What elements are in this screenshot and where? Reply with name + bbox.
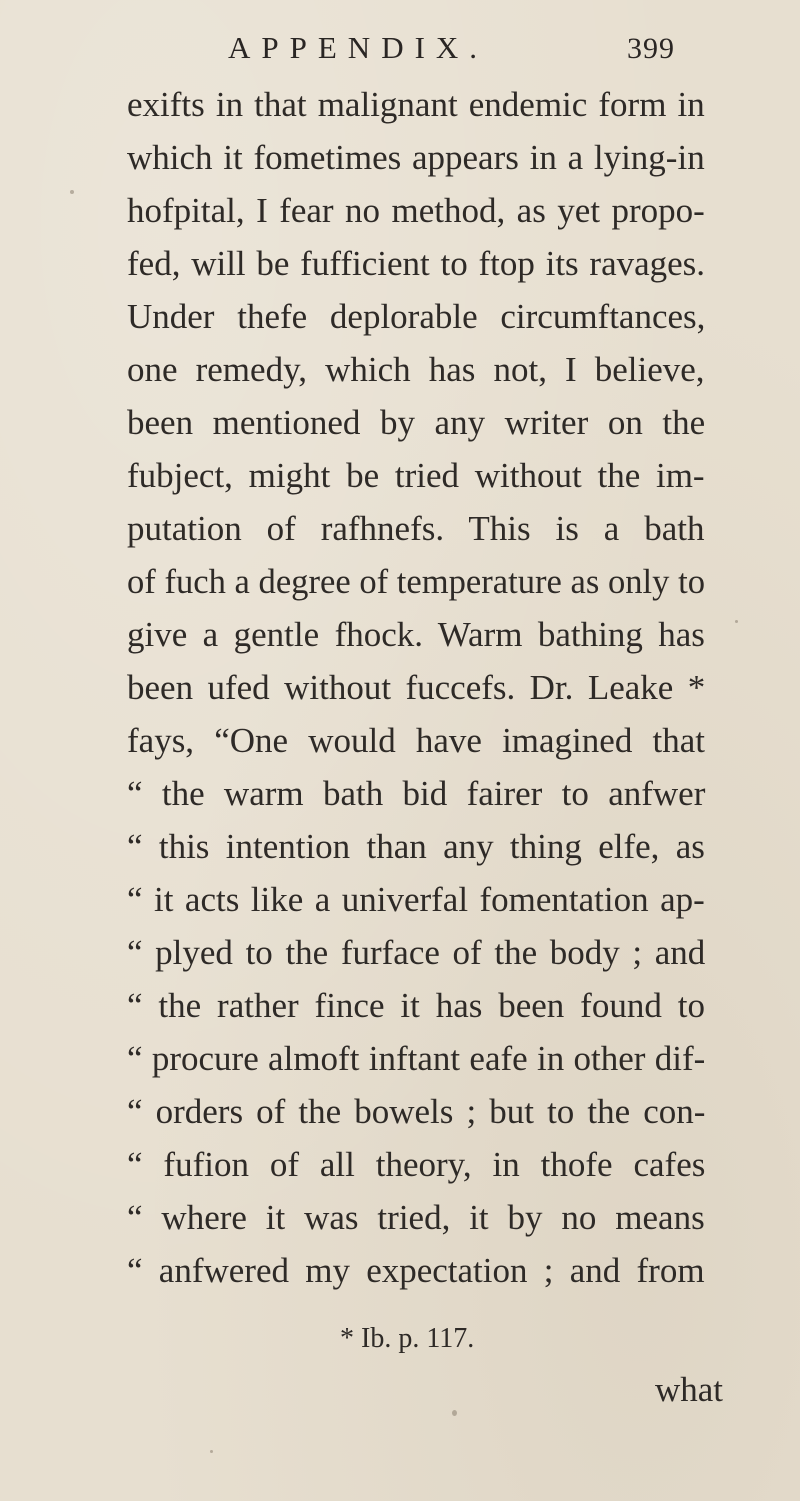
text-line: “ the rather fince it has been found to bbox=[127, 986, 705, 1025]
text-line: which it fometimes appears in a lying-in bbox=[127, 138, 705, 177]
text-line: give a gentle fhock. Warm bathing has bbox=[127, 615, 705, 654]
text-line: fays, “One would have imagined that bbox=[127, 721, 705, 760]
text-line: Under thefe deplorable circumftances, bbox=[127, 297, 706, 336]
text-line: “ where it was tried, it by no means bbox=[127, 1198, 705, 1237]
text-line: “ the warm bath bid fairer to anfwer bbox=[127, 774, 706, 813]
text-line: “ orders of the bowels ; but to the con- bbox=[127, 1092, 706, 1131]
text-line: “ plyed to the furface of the body ; and bbox=[127, 933, 706, 972]
text-line: “ anfwered my expectation ; and from bbox=[127, 1251, 705, 1290]
text-line: hofpital, I fear no method, as yet propo- bbox=[127, 191, 705, 230]
text-line: been mentioned by any writer on the bbox=[127, 403, 706, 442]
paper-speck bbox=[210, 1450, 213, 1453]
text-line: “ this intention than any thing elfe, as bbox=[127, 827, 705, 866]
catchword: what bbox=[655, 1370, 724, 1409]
text-line: “ it acts like a univerfal fomentation ap- bbox=[127, 880, 705, 919]
paper-speck bbox=[70, 190, 74, 194]
paper-speck bbox=[735, 620, 738, 623]
text-line: fubject, might be tried without the im- bbox=[127, 456, 705, 495]
text-line: putation of rafhnefs. This is a bath bbox=[127, 509, 705, 548]
paper-speck bbox=[452, 1410, 457, 1416]
page-header bbox=[0, 24, 800, 72]
running-head: APPENDIX. bbox=[228, 30, 489, 65]
text-line: one remedy, which has not, I believe, bbox=[127, 350, 705, 389]
footnote: * Ib. p. 117. bbox=[340, 1323, 475, 1354]
text-line: fed, will be fufficient to ftop its ravages. bbox=[127, 244, 706, 283]
text-line: “ fufion of all theory, in thofe cafes bbox=[127, 1145, 706, 1184]
text-line: been ufed without fuccefs. Dr. Leake * bbox=[127, 668, 706, 707]
text-line: “ procure almoft inftant eafe in other dif- bbox=[127, 1039, 706, 1078]
text-line: exifts in that malignant endemic form in bbox=[127, 85, 705, 124]
text-line: of fuch a degree of temperature as only to bbox=[127, 562, 706, 601]
page-number: 399 bbox=[627, 32, 675, 65]
